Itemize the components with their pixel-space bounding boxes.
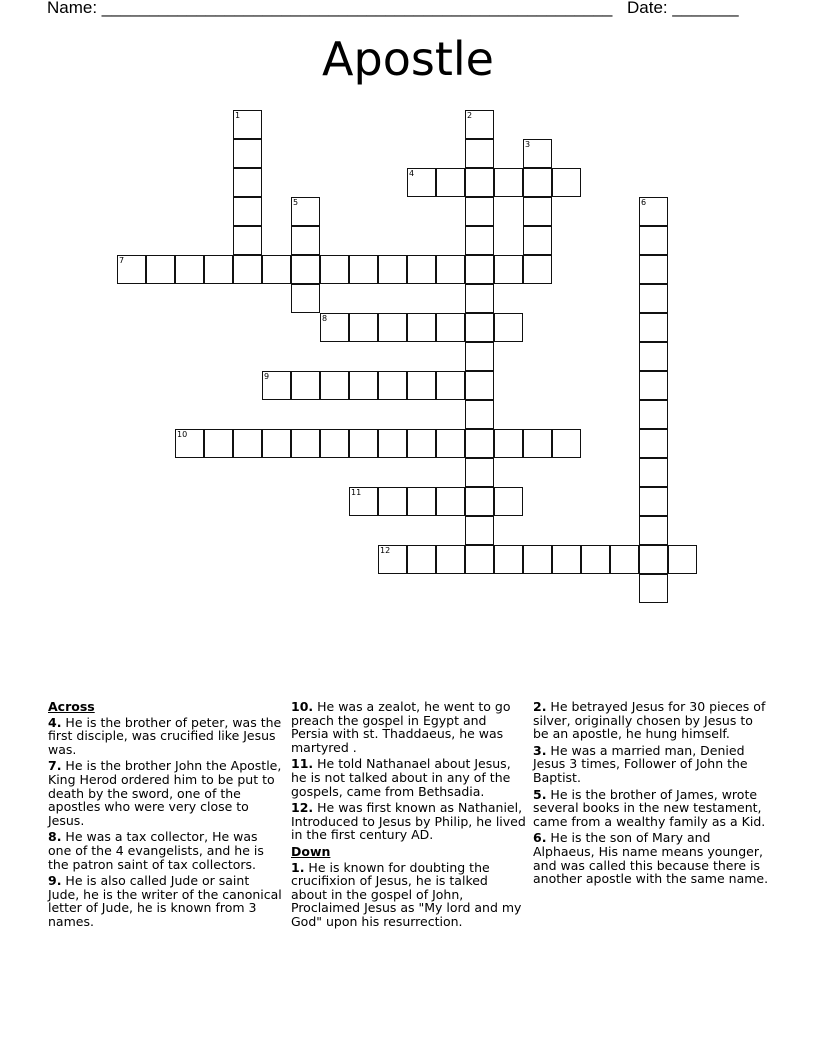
clue-across-9: 9. He is also called Jude or saint Jude, he is the writer of the canonical letter of Jude, he is known from 3 names.: [48, 873, 282, 929]
grid-cell[interactable]: [494, 545, 523, 574]
grid-cell[interactable]: [523, 226, 552, 255]
clue-across-11: 11. He told Nathanael about Jesus, he is not talked about in any of the gospels, came from Bethsadia.: [291, 756, 511, 799]
grid-cell[interactable]: [639, 371, 668, 400]
date-field[interactable]: Date: _______: [627, 0, 739, 17]
clue-down-5: 5. He is the brother of James, wrote several books in the new testament, came from a wealthy family as a Kid.: [533, 786, 766, 829]
grid-cell[interactable]: [639, 516, 668, 545]
clue-across-7: 7. He is the brother John the Apostle, King Herod ordered him to be put to death by the sword, one of the apostles who were very close to Jesus.: [48, 758, 282, 828]
clue-number: 11: [351, 488, 362, 497]
grid-cell[interactable]: [436, 371, 465, 400]
grid-cell[interactable]: [291, 284, 320, 313]
grid-cell[interactable]: [407, 255, 436, 284]
grid-cell[interactable]: [494, 313, 523, 342]
grid-cell[interactable]: [523, 168, 552, 197]
grid-cell[interactable]: [639, 400, 668, 429]
grid-cell[interactable]: [262, 371, 291, 400]
clue-number: 1: [235, 111, 241, 120]
grid-cell[interactable]: [494, 429, 523, 458]
grid-cell[interactable]: [436, 487, 465, 516]
grid-cell[interactable]: [639, 197, 668, 226]
grid-cell[interactable]: [465, 284, 494, 313]
clue-number: 9: [264, 372, 270, 381]
page-title: Apostle: [322, 32, 494, 86]
grid-cell[interactable]: [349, 313, 378, 342]
grid-cell[interactable]: [204, 429, 233, 458]
grid-cell[interactable]: [291, 226, 320, 255]
grid-cell[interactable]: [175, 429, 204, 458]
grid-cell[interactable]: [436, 255, 465, 284]
grid-cell[interactable]: [291, 197, 320, 226]
grid-cell[interactable]: [291, 255, 320, 284]
grid-cell[interactable]: [233, 168, 262, 197]
grid-cell[interactable]: [523, 255, 552, 284]
clues-column-1: [48, 700, 284, 932]
grid-cell[interactable]: [523, 197, 552, 226]
grid-cell[interactable]: [233, 110, 262, 139]
grid-cell[interactable]: [436, 429, 465, 458]
grid-cell[interactable]: [523, 545, 552, 574]
grid-cell[interactable]: [552, 168, 581, 197]
clue-number: 10: [177, 430, 188, 439]
grid-cell[interactable]: [639, 342, 668, 371]
grid-cell[interactable]: [233, 255, 262, 284]
grid-cell[interactable]: [639, 255, 668, 284]
grid-cell[interactable]: [610, 545, 639, 574]
grid-cell[interactable]: [436, 545, 465, 574]
grid-cell[interactable]: [465, 226, 494, 255]
grid-cell[interactable]: [378, 371, 407, 400]
grid-cell[interactable]: [465, 487, 494, 516]
grid-cell[interactable]: [407, 371, 436, 400]
grid-cell[interactable]: [494, 255, 523, 284]
grid-cell[interactable]: [465, 197, 494, 226]
grid-cell[interactable]: [639, 545, 668, 574]
clue-across-4: 4. He is the brother of peter, was the first disciple, was crucified like Jesus was.: [48, 714, 282, 757]
grid-cell[interactable]: [175, 255, 204, 284]
grid-cell[interactable]: [262, 255, 291, 284]
grid-cell[interactable]: [465, 255, 494, 284]
across-heading: Across: [48, 699, 95, 714]
grid-cell[interactable]: [639, 458, 668, 487]
grid-cell[interactable]: [465, 139, 494, 168]
clue-across-12: 12. He was first known as Nathaniel, Introduced to Jesus by Philip, he lived in the first century AD.: [291, 800, 526, 843]
clue-down-6: 6. He is the son of Mary and Alphaeus, His name means younger, and was called this because there is another apostle with the same name.: [533, 830, 769, 887]
grid-cell[interactable]: [320, 429, 349, 458]
grid-cell[interactable]: [465, 371, 494, 400]
grid-cell[interactable]: [407, 429, 436, 458]
grid-cell[interactable]: [552, 545, 581, 574]
grid-cell[interactable]: [639, 574, 668, 603]
clue-number: 6: [641, 198, 647, 207]
clue-number: 3: [525, 140, 531, 149]
grid-cell[interactable]: [465, 110, 494, 139]
grid-cell[interactable]: [465, 545, 494, 574]
grid-cell[interactable]: [407, 168, 436, 197]
grid-cell[interactable]: [204, 255, 233, 284]
grid-cell[interactable]: [407, 313, 436, 342]
clue-number: 7: [119, 256, 125, 265]
grid-cell[interactable]: [378, 545, 407, 574]
grid-cell[interactable]: [349, 487, 378, 516]
grid-cell[interactable]: [407, 487, 436, 516]
clues-column-3: [533, 700, 769, 889]
grid-cell[interactable]: [320, 371, 349, 400]
grid-cell[interactable]: [407, 545, 436, 574]
grid-cell[interactable]: [291, 371, 320, 400]
grid-cell[interactable]: [552, 429, 581, 458]
grid-cell[interactable]: [349, 255, 378, 284]
grid-cell[interactable]: [378, 487, 407, 516]
clue-across-10: 10. He was a zealot, he went to go preach the gospel in Egypt and Persia with st. Thaddaeus, he was martyred .: [291, 699, 511, 755]
grid-cell[interactable]: [436, 168, 465, 197]
grid-cell[interactable]: [349, 429, 378, 458]
grid-cell[interactable]: [378, 313, 407, 342]
grid-cell[interactable]: [320, 255, 349, 284]
grid-cell[interactable]: [262, 429, 291, 458]
grid-cell[interactable]: [465, 342, 494, 371]
clue-across-8: 8. He was a tax collector, He was one of the 4 evangelists, and he is the patron saint of tax collectors.: [48, 829, 264, 872]
grid-cell[interactable]: [639, 313, 668, 342]
grid-cell[interactable]: [291, 429, 320, 458]
grid-cell[interactable]: [465, 313, 494, 342]
clue-down-2: 2. He betrayed Jesus for 30 pieces of silver, originally chosen by Jesus to be an apostle, he hung himself.: [533, 699, 766, 742]
clue-number: 4: [409, 169, 415, 178]
down-heading: Down: [291, 843, 331, 859]
clue-number: 12: [380, 546, 391, 555]
clue-number: 5: [293, 198, 299, 207]
grid-cell[interactable]: [233, 139, 262, 168]
grid-cell[interactable]: [523, 429, 552, 458]
grid-cell[interactable]: [494, 168, 523, 197]
grid-cell[interactable]: [639, 487, 668, 516]
grid-cell[interactable]: [639, 284, 668, 313]
grid-cell[interactable]: [465, 516, 494, 545]
grid-cell[interactable]: [465, 400, 494, 429]
grid-cell[interactable]: [436, 313, 465, 342]
grid-cell[interactable]: [233, 226, 262, 255]
grid-cell[interactable]: [523, 139, 552, 168]
clues-column-2: [291, 700, 527, 932]
clue-down-1: 1. He is known for doubting the crucifixion of Jesus, he is talked about in the gospel of John, Proclaimed Jesus as "My lord and my God" upon his resurrection.: [291, 859, 522, 929]
grid-cell[interactable]: [233, 429, 262, 458]
grid-cell[interactable]: [668, 545, 697, 574]
grid-cell[interactable]: [349, 371, 378, 400]
clue-number: 2: [467, 111, 473, 120]
grid-cell[interactable]: [465, 429, 494, 458]
grid-cell[interactable]: [117, 255, 146, 284]
name-field[interactable]: Name: ______________________________________________________: [47, 0, 613, 17]
grid-cell[interactable]: [146, 255, 175, 284]
grid-cell[interactable]: [465, 458, 494, 487]
grid-cell[interactable]: [581, 545, 610, 574]
grid-cell[interactable]: [233, 197, 262, 226]
grid-cell[interactable]: [378, 429, 407, 458]
grid-cell[interactable]: [465, 168, 494, 197]
grid-cell[interactable]: [639, 429, 668, 458]
clue-down-3: 3. He was a married man, Denied Jesus 3 times, Follower of John the Baptist.: [533, 742, 748, 785]
grid-cell[interactable]: [494, 487, 523, 516]
crossword-grid: [117, 110, 697, 603]
grid-cell[interactable]: [639, 226, 668, 255]
grid-cell[interactable]: [378, 255, 407, 284]
clue-number: 8: [322, 314, 328, 323]
grid-cell[interactable]: [320, 313, 349, 342]
